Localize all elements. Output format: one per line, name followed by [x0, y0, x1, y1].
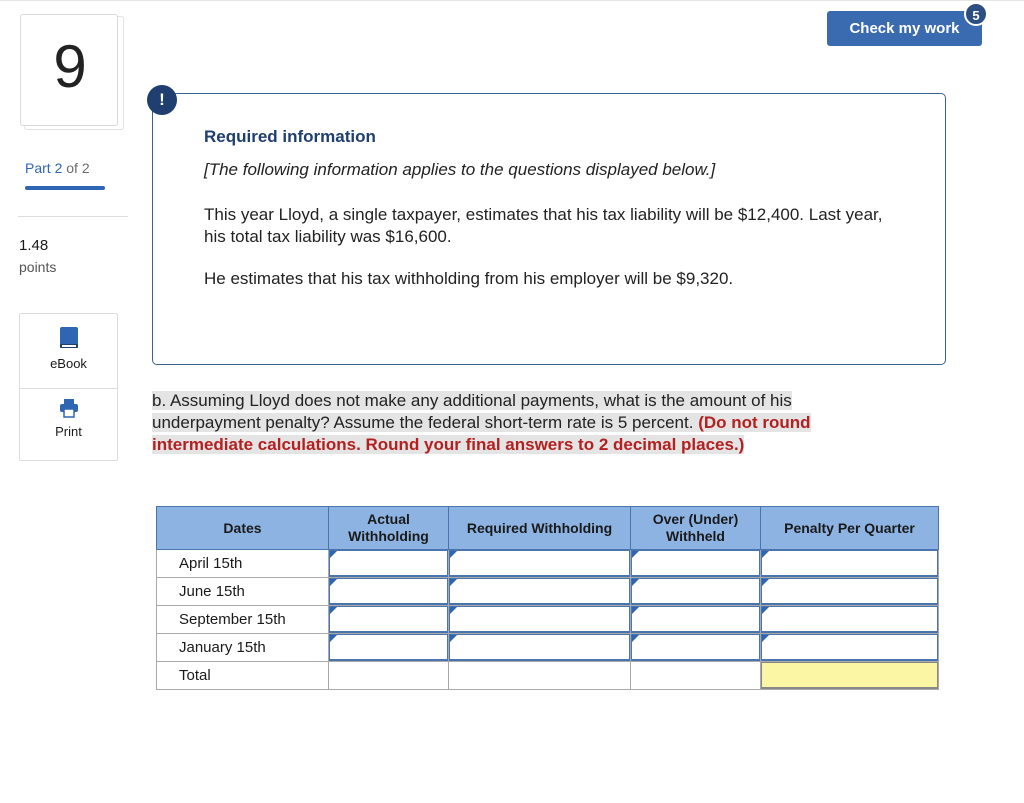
required-withholding-input[interactable] [449, 634, 630, 661]
table-total-row [157, 662, 939, 690]
header-required-withholding: Required Withholding [449, 507, 631, 550]
row-date-label: April 15th [157, 550, 329, 578]
actual-withholding-input[interactable] [329, 578, 448, 605]
penalty-per-quarter-input[interactable] [761, 578, 938, 605]
required-info-title: Required information [204, 127, 376, 146]
part-indicator: Part 2 of 2 [25, 160, 90, 176]
required-withholding-input[interactable] [449, 578, 630, 605]
part-current: 2 [54, 160, 63, 176]
rail-divider [18, 216, 128, 217]
required-withholding-input[interactable] [449, 606, 630, 633]
part-progress-bar [25, 186, 105, 190]
answer-table [156, 506, 939, 690]
required-info-paragraph-1: This year Lloyd, a single taxpayer, estimates that his tax liability will be $12,400. Last year, his total tax liability was $16,600. [204, 205, 883, 246]
penalty-per-quarter-input[interactable] [761, 550, 938, 577]
question-instructions: (Do not round intermediate calculations. Round your final answers to 2 decimal places.) [152, 413, 811, 454]
ebook-label: eBook [50, 356, 87, 371]
check-my-work-button[interactable]: Check my work [827, 11, 982, 46]
part-total: of 2 [66, 160, 90, 176]
over-under-withheld-input[interactable] [631, 634, 760, 661]
table-header-row [157, 507, 939, 550]
table-row [157, 606, 939, 634]
required-info-paragraph-2: He estimates that his tax withholding from his employer will be $9,320. [204, 269, 734, 288]
header-penalty-per-quarter: Penalty Per Quarter [761, 507, 939, 550]
header-dates: Dates [157, 507, 329, 550]
over-under-withheld-input[interactable] [631, 578, 760, 605]
book-icon [58, 326, 80, 350]
actual-withholding-input[interactable] [329, 550, 448, 577]
question-number: 9 [53, 33, 87, 100]
header-over-under-withheld: Over (Under) Withheld [631, 507, 761, 550]
attempts-badge: 5 [964, 2, 988, 26]
over-under-withheld-input[interactable] [631, 550, 760, 577]
points-label: points [19, 259, 57, 275]
penalty-per-quarter-input[interactable] [761, 634, 938, 661]
table-row [157, 634, 939, 662]
total-penalty-input[interactable] [761, 662, 938, 689]
top-divider [0, 0, 1024, 1]
actual-withholding-input[interactable] [329, 606, 448, 633]
actual-withholding-input[interactable] [329, 634, 448, 661]
required-withholding-input[interactable] [449, 550, 630, 577]
points-value: 1.48 [19, 237, 49, 254]
required-info-box [152, 93, 946, 365]
required-info-note: [The following information applies to the questions displayed below.] [204, 160, 716, 179]
ebook-button[interactable] [20, 326, 117, 390]
print-button[interactable] [20, 398, 117, 454]
printer-icon [58, 398, 80, 418]
header-actual-withholding: Actual Withholding [329, 507, 449, 550]
table-row [157, 578, 939, 606]
row-date-label: January 15th [157, 634, 329, 662]
print-label: Print [55, 424, 82, 439]
over-under-withheld-input[interactable] [631, 606, 760, 633]
row-date-label: September 15th [157, 606, 329, 634]
alert-icon: ! [147, 85, 177, 115]
question-number-card [20, 14, 124, 132]
question-text: b. Assuming Lloyd does not make any additional payments, what is the amount of his underpayment penalty? Assume the federal short-term rate is 5 percent. [152, 391, 792, 432]
penalty-per-quarter-input[interactable] [761, 606, 938, 633]
tools-panel [19, 313, 118, 461]
total-label: Total [157, 662, 329, 690]
question-prompt [152, 390, 897, 456]
row-date-label: June 15th [157, 578, 329, 606]
table-row [157, 550, 939, 578]
